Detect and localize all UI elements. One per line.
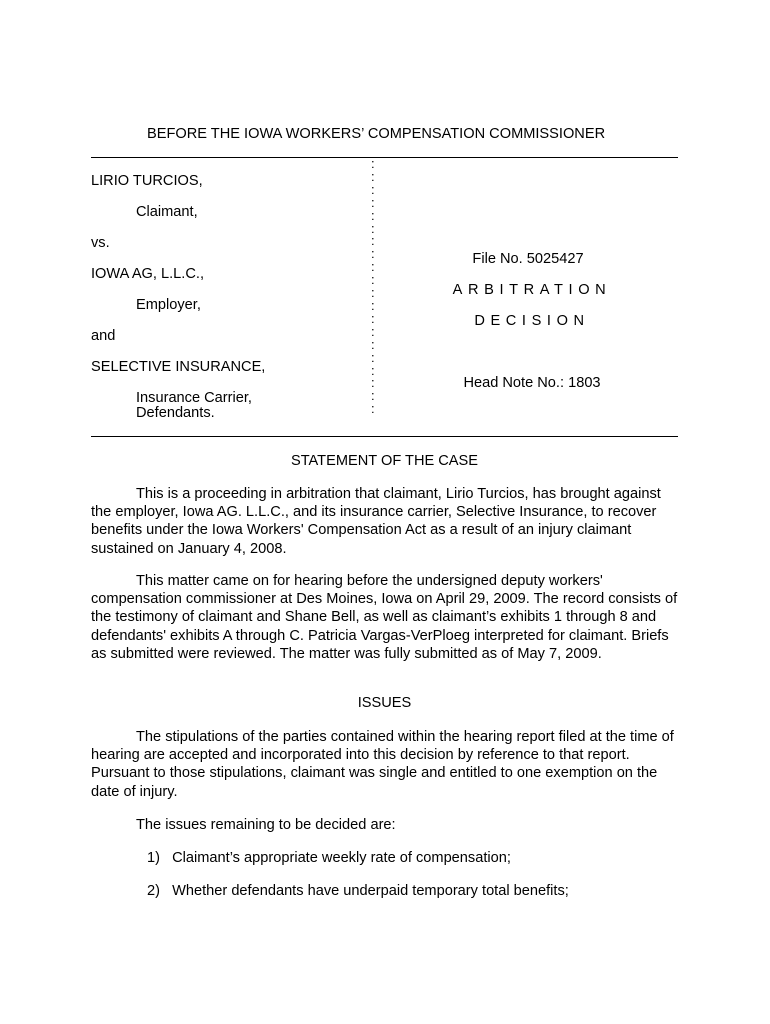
- issues-remaining-label: The issues remaining to be decided are:: [136, 817, 396, 833]
- issue-item-number: 2): [147, 883, 160, 899]
- document-title: BEFORE THE IOWA WORKERS’ COMPENSATION COMMISSIONER: [147, 126, 606, 142]
- caption-separator: : : : : : : : : : : : : : : : : : : : :: [371, 156, 375, 417]
- issue-item-text: Whether defendants have underpaid temporary total benefits;: [172, 883, 569, 899]
- defendants-label: Defendants.: [136, 405, 215, 421]
- statement-paragraph-2: This matter came on for hearing before the undersigned deputy workers' compensation commissioner at Des Moines, Iowa on April 29, 2009. The record consists of the testimony of claimant and Shane Bell, as well as claimant’s exhibits 1 through 8 and defendants' exhibits A through C. Patricia Vargas-VerPloeg interpreted for claimant. Briefs as submitted were reviewed. The matter was fully submitted as of May 7, 2009.: [91, 573, 678, 662]
- and-label: and: [91, 328, 116, 344]
- insurer-role: Insurance Carrier,: [136, 390, 252, 406]
- issues-paragraph-1: The stipulations of the parties contained within the hearing report filed at the time of hearing are accepted and incorporated into this decision by reference to that report. Pursuant to those stipulations, claimant was single and entitled to one exemption on the date of injury.: [91, 729, 674, 800]
- decision-label: DECISION: [474, 313, 590, 329]
- caption-top-rule: [91, 157, 678, 158]
- issues-heading: ISSUES: [357, 695, 412, 711]
- issue-item: [147, 850, 511, 866]
- issue-item-text: Claimant’s appropriate weekly rate of compensation;: [172, 850, 511, 866]
- insurer-name: SELECTIVE INSURANCE,: [91, 359, 266, 375]
- head-note: Head Note No.: 1803: [463, 375, 601, 391]
- file-number: File No. 5025427: [472, 251, 584, 267]
- statement-paragraph-1: This is a proceeding in arbitration that claimant, Lirio Turcios, has brought against the employer, Iowa AG. L.L.C., and its insurance carrier, Selective Insurance, to recover benefits under the Iowa Workers' Compensation Act as a result of an injury claimant sustained on January 4, 2008.: [91, 486, 661, 557]
- caption-bottom-rule: [91, 436, 678, 437]
- arbitration-label: ARBITRATION: [452, 282, 612, 298]
- issue-item: [147, 883, 569, 899]
- statement-heading: STATEMENT OF THE CASE: [290, 453, 479, 469]
- employer-name: IOWA AG, L.L.C.,: [91, 266, 205, 282]
- claimant-name: LIRIO TURCIOS,: [91, 173, 203, 189]
- issue-item-number: 1): [147, 850, 160, 866]
- claimant-role: Claimant,: [136, 204, 198, 220]
- versus-label: vs.: [91, 235, 110, 251]
- employer-role: Employer,: [136, 297, 201, 313]
